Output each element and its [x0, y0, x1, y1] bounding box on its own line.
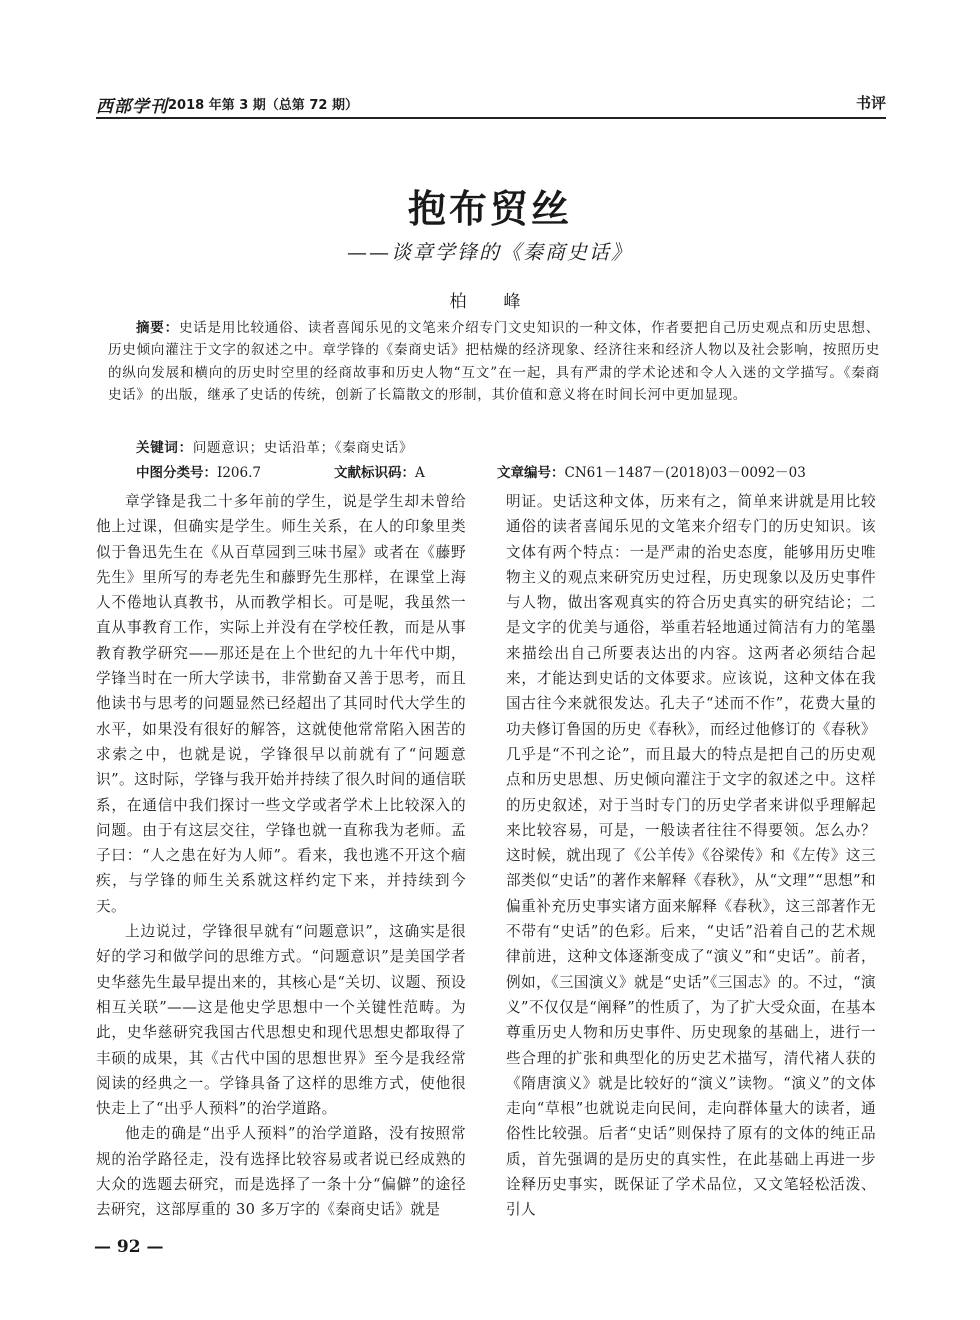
keywords-text: 问题意识；史话沿革；《秦商史话》 [192, 440, 414, 456]
abstract-text: 史话是用比较通俗、读者喜闻乐见的文笔来介绍专门文史知识的一种文体，作者要把自己历史观点和历史思想、历史倾向灌注于文字的叙述之中。章学锋的《秦商史话》把枯燥的经济现象、经济往来和经济人物以及社会影响，按照历史的纵向发展和横向的历史时空里的经商故事和历史人物“互文”在一起，具有严肃的学术论述和令人入迷的文学描写。《秦商史话》的出版，继承了史话的传统，创新了长篇散文的形制，其价值和意义将在时间长河中更加显现。 [108, 320, 880, 404]
abstract-label: 摘要： [136, 320, 179, 336]
section-label: 书评 [855, 94, 886, 112]
journal-name: 西部学刊 [96, 97, 168, 117]
document-code [334, 461, 425, 481]
body-column-right [506, 489, 876, 1223]
article-author: 柏 峰 [449, 292, 531, 312]
keywords [136, 436, 413, 456]
clc-value: I206.7 [217, 465, 261, 481]
clc-number [136, 461, 261, 481]
article-number-value: CN61－1487－(2018)03－0092－03 [564, 465, 806, 481]
doc-label: 文献标识码： [334, 465, 415, 481]
doc-value: A [415, 465, 425, 481]
article-title: 抱布贸丝 [407, 186, 572, 231]
article-number [497, 461, 806, 481]
keywords-label: 关键词： [136, 440, 193, 456]
article-number-label: 文章编号： [497, 465, 565, 481]
body-paragraph: 上边说过，学锋很早就有“问题意识”，这确实是很好的学习和做学问的思维方式。“问题意识”是美国学者史华慈先生最早提出来的，其核心是“关切、议题、预设相互关联”——这是他史学思想中一个关键性范畴。为此，史华慈研究我国古代思想史和现代思想史都取得了丰硕的成果，其《古代中国的思想世界》至今是我经常阅读的经典之一。学锋具备了这样的思维方式，使他很快走上了“出乎人预料”的治学道路。 [96, 923, 466, 1118]
article-subtitle: ——谈章学锋的《秦商史话》 [347, 240, 633, 264]
issue-info: 2018 年第 3 期（总第 72 期） [168, 98, 358, 113]
body-paragraph: 他走的确是“出乎人预料”的治学道路，没有按照常规的治学路径走，没有选择比较容易或者说已经成熟的大众的选题去研究，而是选择了一条十分“偏僻”的途径去研究，这部厚重的 30 多万字的《秦商史话》就是 [96, 1125, 466, 1219]
page-number: — 92 — [94, 1237, 164, 1257]
clc-label: 中图分类号： [136, 465, 217, 481]
body-paragraph: 明证。史话这种文体，历来有之，简单来讲就是用比较通俗的读者喜闻乐见的文笔来介绍专门的历史知识。该文体有两个特点：一是严肃的治史态度，能够用历史唯物主义的观点来研究历史过程，历史现象以及历史事件与人物，做出客观真实的符合历史真实的研究结论；二是文字的优美与通俗，举重若轻地通过简洁有力的笔墨来描绘出自己所要表达出的内容。这两者必须结合起来，才能达到史话的文体要求。应该说，这种文体在我国古往今来就很发达。孔夫子“述而不作”，花费大量的功夫修订鲁国的历史《春秋》，而经过他修订的《春秋》几乎是“不刊之论”，而且最大的特点是把自己的历史观点和历史思想、历史倾向灌注于文字的叙述之中。这样的历史叙述，对于当时专门的历史学者来讲似乎理解起来比较容易，可是，一般读者往往不得要领。怎么办？这时候，就出现了《公羊传》《谷梁传》和《左传》这三部类似“史话”的著作来解释《春秋》，从“文理”“思想”和偏重补充历史事实诸方面来解释《春秋》，这三部著作无不带有“史话”的色彩。后来，“史话”沿着自己的艺术规律前进，这种文体逐渐变成了“演义”和“史话”。前者，例如，《三国演义》就是“史话”《三国志》的。不过，“演义”不仅仅是“阐释”的性质了，为了扩大受众面，在基本尊重历史人物和历史事件、历史现象的基础上，进行一些合理的扩张和典型化的历史艺术描写，清代褚人获的《隋唐演义》就是比较好的“演义”读物。“演义”的文体走向“草根”也就说走向民间，走向群体量大的读者，通俗性比较强。后者“史话”则保持了原有的文体的纯正品质，首先强调的是历史的真实性，在此基础上再进一步诠释历史事实，既保证了学术品位，又文笔轻松活泼、引人 [506, 493, 876, 1219]
body-paragraph: 章学锋是我二十多年前的学生，说是学生却未曾给他上过课，但确实是学生。师生关系，在人的印象里类似于鲁迅先生在《从百草园到三味书屋》或者在《藤野先生》里所写的寿老先生和藤野先生那样，在课堂上海人不倦地认真教书，从而教学相长。可是呢，我虽然一直从事教育工作，实际上并没有在学校任教，而是从事教育教学研究——那还是在上个世纪的九十年代中期，学锋当时在一所大学读书，非常勤奋又善于思考，而且他读书与思考的问题显然已经超出了其同时代大学生的水平，如果没有很好的解答，这就使他常常陷入困苦的求索之中，也就是说，学锋很早以前就有了“问题意识”。这时际，学锋与我开始并持续了很久时间的通信联系，在通信中我们探讨一些文学或者学术上比较深入的问题。由于有这层交往，学锋也就一直称我为老师。孟子曰：“人之患在好为人师”。看来，我也逃不开这个痼疾，与学锋的师生关系就这样约定下来，并持续到今天。 [96, 493, 466, 915]
abstract [108, 317, 880, 407]
running-header [96, 92, 886, 117]
header-rule [96, 117, 886, 119]
body-column-left [96, 489, 466, 1223]
